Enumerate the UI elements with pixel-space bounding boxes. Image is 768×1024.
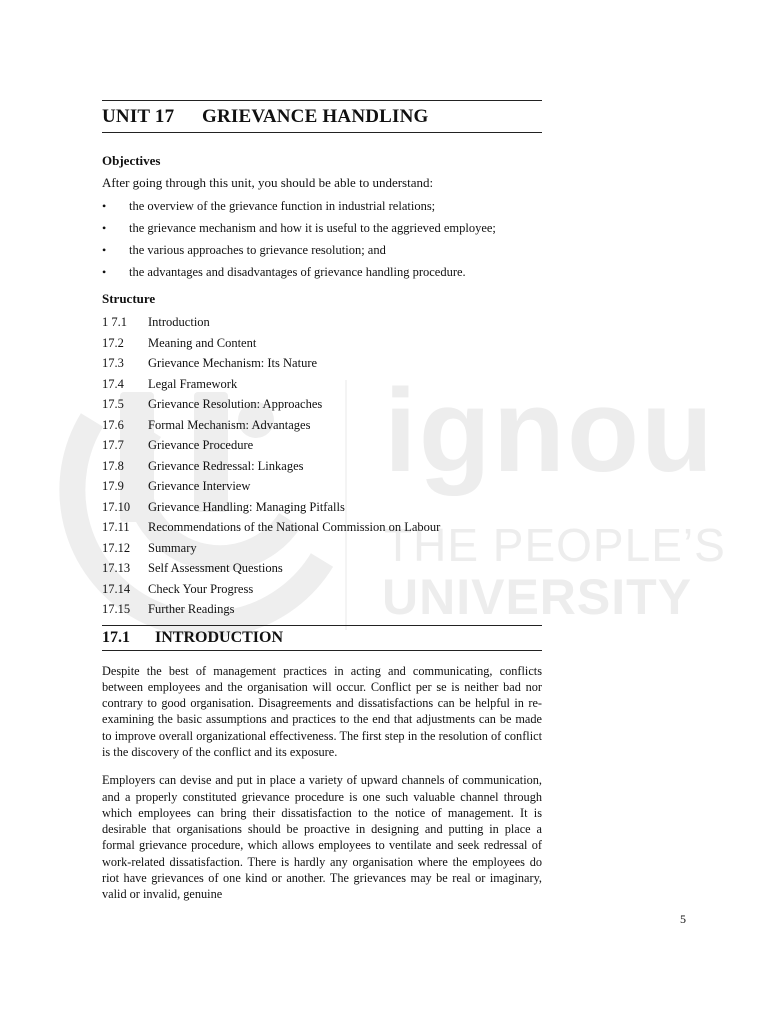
- bullet-icon: •: [102, 265, 107, 279]
- toc-number: 17.7: [102, 438, 124, 452]
- objectives-intro: After going through this unit, you should be able to understand:: [102, 175, 434, 190]
- toc-number: 17.12: [102, 540, 131, 555]
- objective-item: [102, 199, 542, 215]
- toc-row: [102, 397, 440, 418]
- objective-text: the various approaches to grievance resolution; and: [129, 243, 386, 257]
- toc-title: Introduction: [148, 315, 210, 329]
- toc-number: 17.3: [102, 356, 124, 370]
- toc-number: 17.5: [102, 397, 124, 411]
- section-heading-bar: [102, 625, 542, 651]
- toc-row: [102, 377, 440, 398]
- page-content: [102, 100, 542, 903]
- objective-text: the advantages and disadvantages of grievance handling procedure.: [129, 265, 466, 279]
- section-title: INTRODUCTION: [155, 628, 284, 646]
- objective-item: [102, 221, 542, 237]
- objectives-list: [102, 199, 542, 281]
- objective-item: [102, 265, 542, 281]
- body-paragraph: Employers can devise and put in place a variety of upward channels of communication, and a properly constituted grievance procedure is one such valuable channel through which employees can bring their dissatisfaction to the notice of management. It is desirable that organisations should be proactive in designing and putting in place a formal grievance procedure, which allows employees to ventilate and seek redressal of work-related dissatisfaction. There is hardly any organisation where the employees do riot have grievances of one kind or another. The grievances may be real or imaginary, valid or invalid, genuine: [102, 773, 542, 902]
- objective-text: the grievance mechanism and how it is useful to the aggrieved employee;: [129, 221, 496, 235]
- unit-number: UNIT 17: [102, 106, 175, 127]
- toc-number: 17.6: [102, 417, 124, 432]
- toc-row: [102, 438, 440, 459]
- toc-number: 1 7.1: [102, 315, 127, 329]
- toc-number: 17.9: [102, 479, 124, 493]
- objectives-heading: Objectives: [102, 153, 161, 168]
- toc-title: Grievance Redressal: Linkages: [148, 458, 304, 473]
- toc-number: 17.11: [102, 520, 130, 534]
- toc-row: [102, 356, 440, 377]
- toc-title: Meaning and Content: [148, 335, 257, 350]
- toc-number: 17.2: [102, 335, 124, 350]
- page-number: 5: [680, 912, 686, 926]
- toc-number: 17.8: [102, 458, 124, 473]
- objectives-section: [102, 153, 542, 281]
- toc-number: 17.15: [102, 602, 131, 616]
- toc-title: Grievance Mechanism: Its Nature: [148, 356, 318, 370]
- toc-row: [102, 602, 440, 623]
- unit-title-bar: [102, 100, 542, 133]
- toc-row: [102, 315, 440, 336]
- toc-number: 17.14: [102, 581, 131, 596]
- toc-row: [102, 582, 440, 603]
- toc-number: 17.13: [102, 561, 131, 575]
- section-number: 17.1: [102, 628, 130, 646]
- toc-title: Recommendations of the National Commission on Labour: [148, 520, 441, 534]
- toc-row: [102, 336, 440, 357]
- toc-title: Summary: [148, 540, 197, 555]
- toc-title: Self Assessment Questions: [148, 561, 283, 575]
- toc-title: Grievance Interview: [148, 479, 251, 493]
- watermark-line-1: THE PEOPLE’S: [384, 519, 726, 571]
- objective-item: [102, 243, 542, 259]
- structure-toc: [102, 315, 440, 623]
- watermark-logo-text: ignou: [384, 365, 716, 497]
- toc-row: [102, 541, 440, 562]
- toc-row: [102, 561, 440, 582]
- objective-text: the overview of the grievance function in industrial relations;: [129, 199, 436, 213]
- watermark-line-2: UNIVERSITY: [382, 569, 693, 625]
- toc-row: [102, 520, 440, 541]
- toc-row: [102, 479, 440, 500]
- bullet-icon: •: [102, 243, 107, 257]
- toc-number: 17.10: [102, 499, 131, 514]
- toc-number: 17.4: [102, 376, 124, 391]
- toc-title: Grievance Handling: Managing Pitfalls: [148, 499, 345, 514]
- toc-title: Formal Mechanism: Advantages: [148, 417, 311, 432]
- toc-row: [102, 500, 440, 521]
- body-paragraph: Despite the best of management practices in acting and communicating, conflicts between employees and the organisation will occur. Conflict per se is neither bad nor contrary to good organisation. Disagreements and dissatisfactions can be helpful in re-examining the basic assumptions and practices to the end that adjustments can be made to improve overall organizational effectiveness. The first step in the resolution of conflict is the discovery of the conflict and its exposure.: [102, 663, 542, 759]
- bullet-icon: •: [102, 199, 107, 213]
- toc-title: Grievance Procedure: [148, 438, 254, 452]
- structure-section: [102, 291, 542, 623]
- toc-title: Further Readings: [148, 602, 235, 616]
- toc-title: Check Your Progress: [148, 581, 254, 596]
- structure-heading: Structure: [102, 291, 156, 306]
- toc-title: Grievance Resolution: Approaches: [148, 397, 323, 411]
- unit-title: GRIEVANCE HANDLING: [202, 106, 429, 127]
- toc-row: [102, 459, 440, 480]
- toc-title: Legal Framework: [148, 376, 238, 391]
- bullet-icon: •: [102, 221, 107, 235]
- toc-row: [102, 418, 440, 439]
